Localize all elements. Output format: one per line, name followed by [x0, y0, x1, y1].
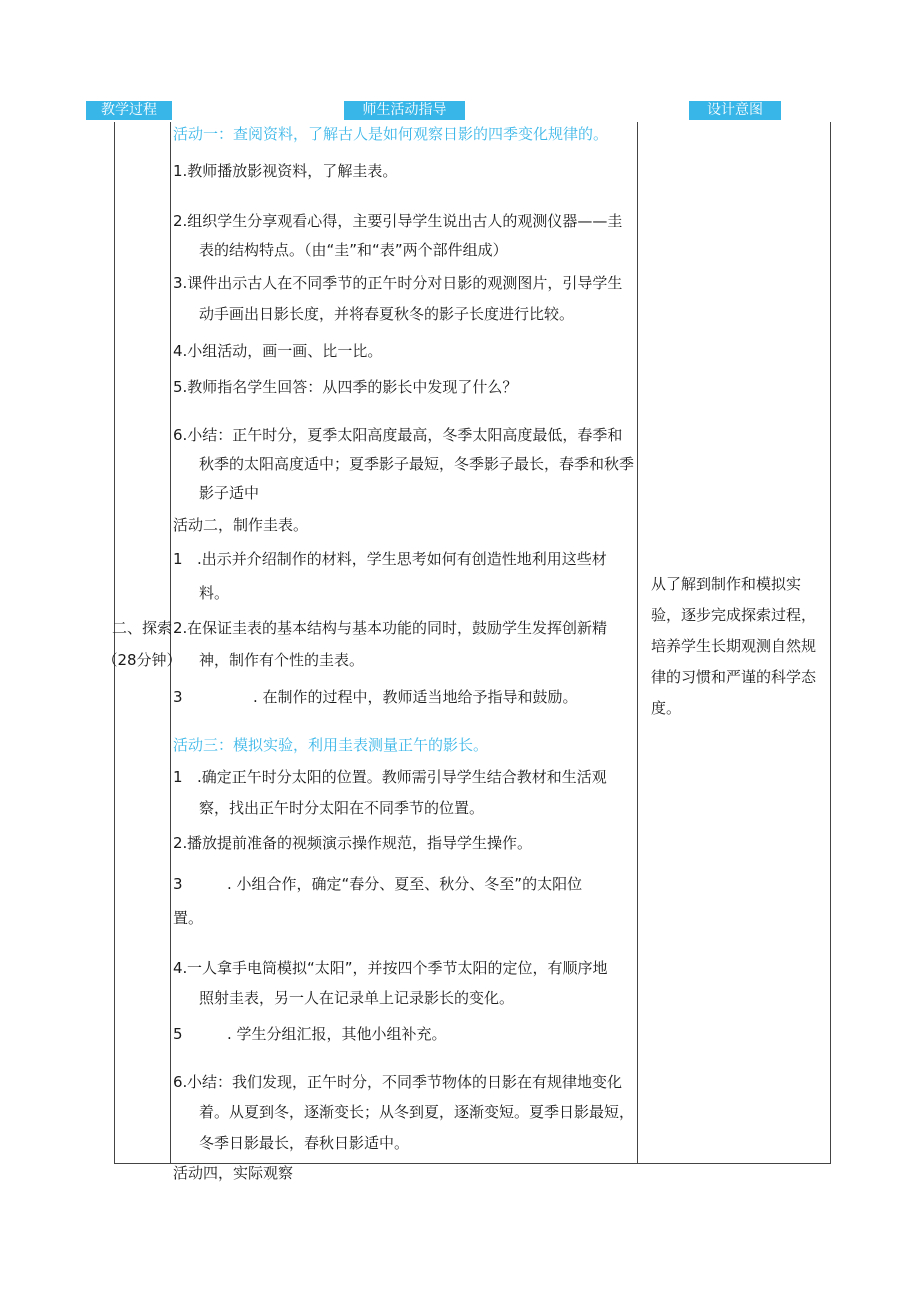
- activity3-item-cont: 置。: [173, 909, 204, 927]
- stage-name: 二、探索: [111, 619, 172, 637]
- activity1-item-cont: 秋季的太阳高度适中；夏季影子最短，冬季影子最长，春季和秋季: [199, 455, 635, 473]
- activity3-item-num: 1: [173, 768, 183, 786]
- activity2-item-num: 3: [173, 688, 183, 706]
- activity1-item: 6.小结：正午时分，夏季太阳高度最高，冬季太阳高度最低，春季和: [173, 426, 623, 444]
- activity3-item-cont: 察，找出正午时分太阳在不同季节的位置。: [199, 799, 485, 817]
- activity1-item: 3.课件出示古人在不同季节的正午时分对日影的观测图片，引导学生: [173, 274, 623, 292]
- activity1-item-cont: 影子适中: [199, 484, 260, 502]
- activity2-item: 在保证圭表的基本结构与基本功能的同时，鼓励学生发挥创新精: [187, 619, 608, 637]
- activity1-title: 活动一：查阅资料，了解古人是如何观察日影的四季变化规律的。: [173, 125, 609, 143]
- header-guidance: 师生活动指导: [344, 101, 465, 120]
- activity3-item: . 学生分组汇报，其他小组补充。: [227, 1025, 447, 1043]
- table-divider-1: [170, 122, 171, 1164]
- activity1-item: 1.教师播放影视资料，了解圭表。: [173, 162, 398, 180]
- activity3-item: 小结：我们发现，正午时分，不同季节物体的日影在有规律地变化: [187, 1073, 623, 1091]
- activity4-title-clipped: 活动四，实际观察: [173, 1164, 294, 1182]
- intent-line: 律的习惯和严谨的科学态: [651, 668, 817, 686]
- activity3-title: 活动三：模拟实验，利用圭表测量正午的影长。: [173, 736, 489, 754]
- activity2-item: . 在制作的过程中，教师适当地给予指导和鼓励。: [253, 688, 578, 706]
- intent-line: 度。: [651, 699, 682, 717]
- activity3-item: 播放提前准备的视频演示操作规范，指导学生操作。: [187, 834, 533, 852]
- header-process: 教学过程: [86, 101, 172, 120]
- activity3-item-num: 4.: [173, 959, 188, 977]
- header-intent: 设计意图: [689, 101, 781, 120]
- activity2-title: 活动二，制作圭表。: [173, 516, 309, 534]
- activity3-item: . 小组合作，确定“春分、夏至、秋分、冬至”的太阳位: [227, 875, 583, 893]
- activity1-item-cont: 表的结构特点。（由“圭”和“表”两个部件组成）: [199, 241, 508, 259]
- activity3-item-num: 5: [173, 1025, 183, 1043]
- activity1-item-cont: 动手画出日影长度，并将春夏秋冬的影子长度进行比较。: [199, 305, 575, 323]
- activity3-item: 一人拿手电筒模拟“太阳”，并按四个季节太阳的定位，有顺序地: [187, 959, 608, 977]
- activity3-item-num: 6.: [173, 1073, 188, 1091]
- table-right-border: [830, 122, 831, 1164]
- activity3-item-cont: 照射圭表，另一人在记录单上记录影长的变化。: [199, 989, 515, 1007]
- activity3-item: .确定正午时分太阳的位置。教师需引导学生结合教材和生活观: [197, 768, 607, 786]
- activity2-item-cont: 料。: [199, 584, 230, 602]
- intent-line: 培养学生长期观测自然规: [651, 637, 817, 655]
- activity3-item-cont: 冬季日影最长，春秋日影适中。: [199, 1134, 410, 1152]
- table-divider-2: [637, 122, 638, 1164]
- activity2-item-cont: 神，制作有个性的圭表。: [199, 651, 365, 669]
- activity3-item-num: 3: [173, 875, 183, 893]
- table-left-border: [114, 122, 115, 1164]
- activity2-item: .出示并介绍制作的材料，学生思考如何有创造性地利用这些材: [197, 550, 607, 568]
- activity1-item: 5.教师指名学生回答：从四季的影长中发现了什么？: [173, 378, 518, 396]
- intent-line: 验，逐步完成探索过程，: [651, 606, 817, 624]
- activity3-item-cont: 着。从夏到冬，逐渐变长；从冬到夏，逐渐变短。夏季日影最短，: [199, 1103, 635, 1121]
- activity1-item: 4.小组活动，画一画、比一比。: [173, 342, 383, 360]
- clipped-text-clip: [173, 1164, 473, 1182]
- intent-line: 从了解到制作和模拟实: [651, 575, 802, 593]
- activity3-item-num: 2.: [173, 834, 188, 852]
- stage-duration: （28分钟）: [102, 651, 182, 669]
- activity2-item-num: 1: [173, 550, 183, 568]
- activity1-item: 2.组织学生分享观看心得，主要引导学生说出古人的观测仪器——圭: [173, 212, 623, 230]
- activity2-item-num: 2.: [173, 619, 188, 637]
